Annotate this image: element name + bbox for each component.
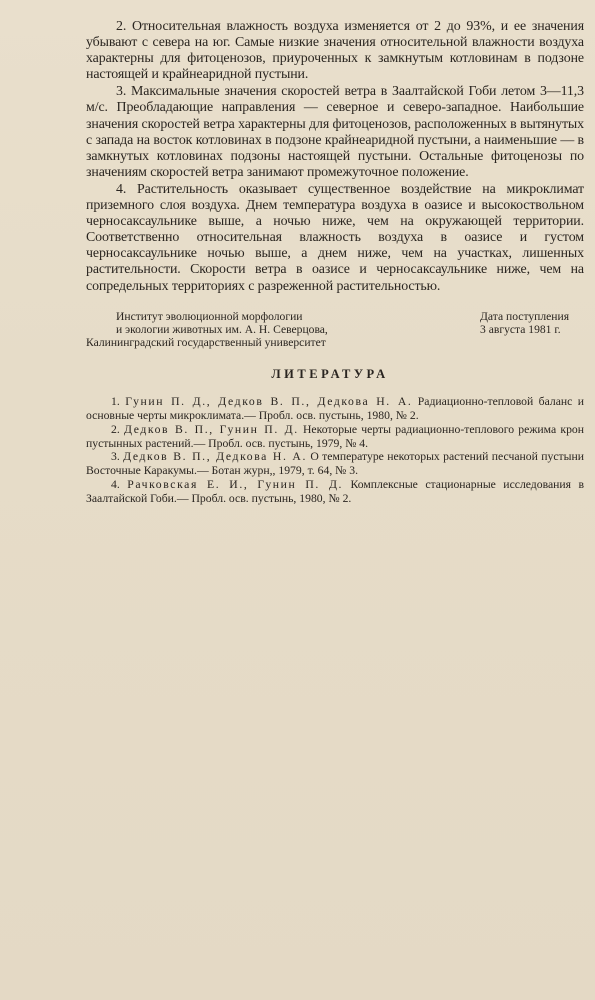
received-date-block [480,310,584,350]
reference-authors: Дедков В. П., Гунин П. Д. [123,422,299,436]
received-date: 3 августа 1981 г. [480,322,561,336]
reference-list [86,395,584,505]
reference-number: 2. [111,422,120,436]
reference-authors: Гунин П. Д., Дедков В. П., Дедкова Н. А. [125,395,413,409]
reference-item [86,450,584,478]
reference-text: Комплексные стационарные исследования в Заалтайской Гоби.— Пробл. осв. пустынь, 1980, № 2. [86,477,584,505]
page-content [86,19,584,506]
conclusion-paragraph-2: 2. Относительная влажность воздуха изменяется от 2 до 93%, и ее значения убывают с севера на юг. Самые низкие значения относительной влажности воздуха характерны для фитоценозов, приуроченных к замкнутым котловинам в подзоне настоящей и крайнеаридной пустыни. [86,19,584,83]
affiliation [86,310,416,350]
reference-item [86,423,584,451]
literature-heading: ЛИТЕРАТУРА [271,367,389,382]
reference-text: Некоторые черты радиационно-теплового режима крон пустынных растений.— Пробл. осв. пустынь, 1979, № 4. [86,422,585,450]
reference-item [86,478,584,506]
reference-item [86,395,584,423]
conclusion-paragraph-3: 3. Максимальные значения скоростей ветра в Заалтайской Гоби летом 3—11,3 м/с. Преобладающие направления — северное и северо-западное. Наибольшие значения скоростей ветра характерны для фитоценозов, расположенных в вытянутых с запада на восток котловинах в подзоне крайнеаридной пустыни, а наименьшие — в замкнутых котловинах подзоны настоящей пустыни. Остальные фитоценозы по значениям скоростей ветра занимают промежуточное положение. [86,84,584,180]
affiliation-line: и экологии животных им. А. Н. Северцова, [116,322,328,336]
reference-number: 1. [111,395,120,409]
article-footer [86,310,584,350]
affiliation-line: Институт эволюционной морфологии [116,309,303,323]
reference-number: 3. [111,450,120,464]
reference-text: Радиационно-тепловой баланс и основные черты микроклимата.— Пробл. осв. пустынь, 1980, № 2. [86,395,585,422]
reference-authors: Рачковская Е. И., Гунин П. Д. [127,477,344,491]
reference-text: О температуре некоторых растений песчаной пустыни Восточные Каракумы.— Ботан журн,, 1979, т. 64, № 3. [86,450,585,478]
conclusion-paragraph-4: 4. Растительность оказывает существенное воздействие на микроклимат приземного слоя воздуха. Днем температура воздуха в оазисе и высокоствольном черносаксаульнике выше, а ночью ниже, чем на окружающей территории. Соответственно относительная влажность воздуха в оазисе и густом черносаксаульнике ночью выше, а днем ниже, чем на участках, лишенных растительности. Скорости ветра в оазисе и черносаксаульнике ниже, чем на сопредельных территориях с разреженной растительностью. [86,181,584,294]
affiliation-line: Калининградский государственный университет [86,336,326,349]
reference-authors: Дедков В. П., Дедкова Н. А. [123,450,307,464]
received-label: Дата поступления [480,309,570,323]
reference-number: 4. [111,477,120,491]
